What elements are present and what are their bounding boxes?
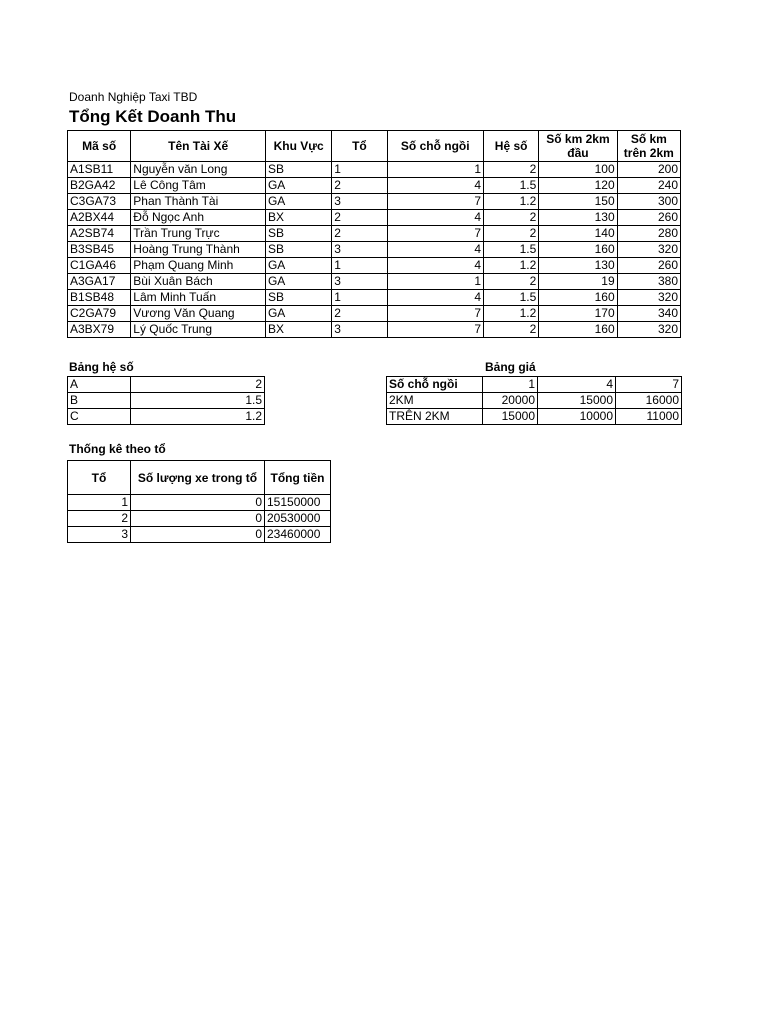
table-cell[interactable]: A [68,377,131,393]
coef-table [67,376,265,425]
table-cell[interactable]: 2 [332,226,387,242]
table-cell[interactable]: 380 [617,274,680,290]
table-cell[interactable]: 140 [539,226,617,242]
table-cell[interactable]: 3 [332,242,387,258]
table-cell[interactable]: 15000 [483,409,538,425]
table-cell[interactable]: C3GA73 [68,194,131,210]
table-cell[interactable]: 240 [617,178,680,194]
table-cell[interactable]: B2GA42 [68,178,131,194]
stats-header-row [68,461,331,495]
table-cell[interactable]: 160 [539,290,617,306]
table-cell[interactable]: 0 [131,511,265,527]
table-cell[interactable]: Phan Thành Tài [131,194,266,210]
coef-table-label: Bảng hệ số [69,360,134,374]
table-cell[interactable]: 300 [617,194,680,210]
header-ma-so[interactable]: Mã số [68,131,131,162]
coef-row [68,393,265,409]
table-cell[interactable]: 20000 [483,393,538,409]
coef-row [68,409,265,425]
table-cell[interactable]: 150 [539,194,617,210]
header-ten-tai-xe[interactable]: Tên Tài Xế [131,131,266,162]
table-cell[interactable]: 2 [332,306,387,322]
price-row [387,393,682,409]
table-cell[interactable]: 1.2 [131,409,265,425]
price-table [386,376,682,425]
table-cell[interactable]: SB [265,242,331,258]
table-cell[interactable]: B [68,393,131,409]
table-cell[interactable]: Bùi Xuân Bách [131,274,266,290]
table-cell[interactable]: A3BX79 [68,322,131,338]
table-cell[interactable]: 1.5 [484,290,539,306]
table-cell[interactable]: 1 [332,162,387,178]
table-cell[interactable]: Lý Quốc Trung [131,322,266,338]
table-cell[interactable]: 3 [68,527,131,543]
stats-row [68,527,331,543]
table-cell[interactable]: 1.5 [484,178,539,194]
table-cell[interactable]: SB [265,162,331,178]
table-cell[interactable]: SB [265,290,331,306]
table-cell[interactable]: 0 [131,527,265,543]
table-cell[interactable]: 10000 [538,409,616,425]
table-cell[interactable]: 15150000 [265,495,331,511]
table-cell[interactable]: 11000 [616,409,682,425]
price-header-row [387,377,682,393]
table-cell[interactable]: 0 [131,495,265,511]
report-title: Tổng Kết Doanh Thu [69,107,237,126]
table-cell[interactable]: Phạm Quang Minh [131,258,266,274]
table-row [68,274,681,290]
price-header-cell[interactable]: Số chỗ ngồi [387,377,483,393]
table-cell[interactable]: 1 [387,274,483,290]
price-header-cell[interactable]: 7 [616,377,682,393]
table-cell[interactable]: BX [265,210,331,226]
table-cell[interactable]: 2 [131,377,265,393]
table-cell[interactable]: 7 [387,322,483,338]
table-cell[interactable]: Đỗ Ngọc Anh [131,210,266,226]
table-cell[interactable]: A3GA17 [68,274,131,290]
table-cell[interactable]: 1.2 [484,194,539,210]
table-row [68,194,681,210]
table-cell[interactable]: 16000 [616,393,682,409]
table-cell[interactable]: 130 [539,210,617,226]
table-cell[interactable]: A1SB11 [68,162,131,178]
table-cell[interactable]: 2 [332,178,387,194]
table-cell[interactable]: GA [265,274,331,290]
stats-row [68,495,331,511]
table-row [68,226,681,242]
table-cell[interactable]: 2 [484,210,539,226]
company-name: Doanh Nghiệp Taxi TBD [69,90,198,104]
table-cell[interactable]: Nguyễn văn Long [131,162,266,178]
table-cell[interactable]: Trần Trung Trực [131,226,266,242]
table-cell[interactable]: B1SB48 [68,290,131,306]
header-km-tren-2km[interactable]: Số km trên 2km [617,131,680,162]
header-khu-vuc[interactable]: Khu Vực [265,131,331,162]
table-header-row [68,131,681,162]
table-cell[interactable]: C [68,409,131,425]
table-cell[interactable]: A2SB74 [68,226,131,242]
table-cell[interactable]: C2GA79 [68,306,131,322]
table-row [68,210,681,226]
header-he-so[interactable]: Hệ số [484,131,539,162]
table-cell[interactable]: 2 [332,210,387,226]
stats-row [68,511,331,527]
table-cell[interactable]: Vương Văn Quang [131,306,266,322]
table-cell[interactable]: Lê Công Tâm [131,178,266,194]
table-cell[interactable]: 340 [617,306,680,322]
table-cell[interactable]: 130 [539,258,617,274]
table-cell[interactable]: 260 [617,210,680,226]
coef-row [68,377,265,393]
stats-header-to[interactable]: Tổ [68,461,131,495]
table-cell[interactable]: 1 [332,258,387,274]
table-cell[interactable]: 200 [617,162,680,178]
table-cell[interactable]: 1.2 [484,258,539,274]
table-cell[interactable]: 20530000 [265,511,331,527]
table-cell[interactable]: 320 [617,242,680,258]
table-cell[interactable]: 4 [387,242,483,258]
stats-header-so-luong[interactable]: Số lượng xe trong tổ [131,461,265,495]
table-cell[interactable]: 1 [332,290,387,306]
table-cell[interactable]: 3 [332,274,387,290]
table-cell[interactable]: 4 [387,290,483,306]
revenue-table [67,130,681,338]
table-cell[interactable]: SB [265,226,331,242]
table-cell[interactable]: 2 [484,162,539,178]
stats-header-tong-tien[interactable]: Tổng tiền [265,461,331,495]
table-cell[interactable]: 1 [387,162,483,178]
table-cell[interactable]: 3 [332,194,387,210]
table-cell[interactable]: 2KM [387,393,483,409]
table-cell[interactable]: GA [265,178,331,194]
price-table-label: Bảng giá [485,360,536,374]
table-row [68,258,681,274]
table-cell[interactable]: GA [265,194,331,210]
table-cell[interactable]: 260 [617,258,680,274]
price-row [387,409,682,425]
table-cell[interactable]: GA [265,306,331,322]
table-row [68,290,681,306]
header-so-cho-ngoi[interactable]: Số chỗ ngồi [387,131,483,162]
table-cell[interactable]: 120 [539,178,617,194]
table-cell[interactable]: 1 [68,495,131,511]
table-cell[interactable]: 320 [617,322,680,338]
stats-table-label: Thống kê theo tổ [69,442,166,456]
table-cell[interactable]: 4 [387,210,483,226]
table-cell[interactable]: 4 [387,178,483,194]
table-cell[interactable]: 7 [387,226,483,242]
table-cell[interactable]: 7 [387,194,483,210]
table-cell[interactable]: 280 [617,226,680,242]
table-row [68,162,681,178]
table-cell[interactable]: 160 [539,322,617,338]
table-cell[interactable]: 170 [539,306,617,322]
table-row [68,322,681,338]
stats-table [67,460,331,543]
header-to[interactable]: Tổ [332,131,387,162]
table-cell[interactable]: 4 [387,258,483,274]
table-cell[interactable]: Hoàng Trung Thành [131,242,266,258]
table-cell[interactable]: 23460000 [265,527,331,543]
table-cell[interactable]: Lâm Minh Tuấn [131,290,266,306]
table-cell[interactable]: 2 [484,322,539,338]
table-cell[interactable]: 100 [539,162,617,178]
table-cell[interactable]: TRÊN 2KM [387,409,483,425]
table-cell[interactable]: BX [265,322,331,338]
table-cell[interactable]: C1GA46 [68,258,131,274]
table-cell[interactable]: 15000 [538,393,616,409]
table-cell[interactable]: 2 [484,226,539,242]
table-cell[interactable]: 1.2 [484,306,539,322]
table-cell[interactable]: 160 [539,242,617,258]
table-cell[interactable]: B3SB45 [68,242,131,258]
table-cell[interactable]: 2 [68,511,131,527]
table-row [68,306,681,322]
price-header-cell[interactable]: 1 [483,377,538,393]
table-cell[interactable]: 19 [539,274,617,290]
table-cell[interactable]: 320 [617,290,680,306]
header-km-2km-dau[interactable]: Số km 2km đầu [539,131,617,162]
table-cell[interactable]: 7 [387,306,483,322]
table-row [68,242,681,258]
price-header-cell[interactable]: 4 [538,377,616,393]
table-cell[interactable]: GA [265,258,331,274]
table-cell[interactable]: A2BX44 [68,210,131,226]
table-cell[interactable]: 1.5 [131,393,265,409]
table-cell[interactable]: 1.5 [484,242,539,258]
table-cell[interactable]: 3 [332,322,387,338]
table-cell[interactable]: 2 [484,274,539,290]
table-row [68,178,681,194]
